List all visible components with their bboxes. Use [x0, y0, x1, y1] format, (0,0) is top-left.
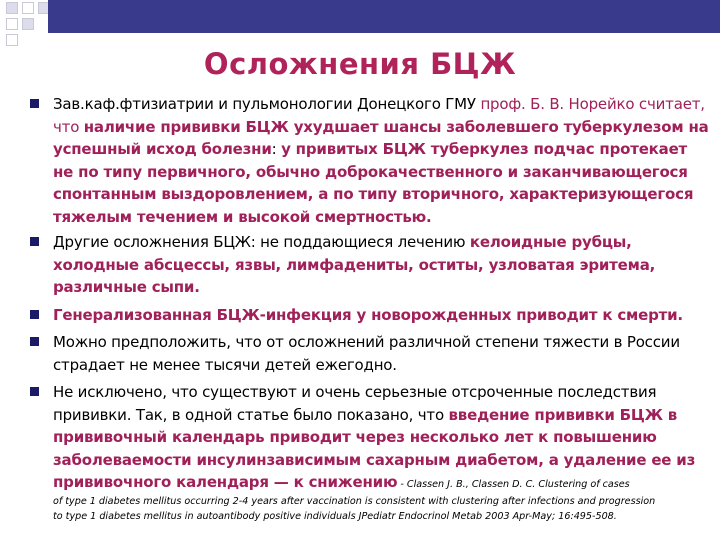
highlight-text: наличие прививки БЦЖ ухудшает шансы заболевшего туберкулезом на успешный исход болезни [53, 117, 709, 158]
decor-square [6, 18, 18, 30]
square-bullet-icon [30, 237, 39, 246]
author-name: проф. Б. В. Норейко считает, что [53, 95, 705, 136]
text-run: Зав.каф.фтизиатрии и пульмонологии Донецкого ГМУ [53, 95, 481, 113]
text-run: : [271, 140, 282, 158]
highlight-text: келоидные рубцы, холодные абсцессы, язвы, лимфадениты, оститы, узловатая эритема, различные сыпи. [53, 233, 656, 296]
decor-square [22, 18, 34, 30]
slide-title: Осложнения БЦЖ [203, 47, 517, 81]
text-run: Другие осложнения БЦЖ: не поддающиеся лечению [53, 233, 470, 251]
bullet-item-noreyko [28, 93, 710, 228]
bullet-item-other-complications [28, 231, 710, 299]
citation: to type 1 diabetes mellitus in autoantibody positive individuals JPediatr Endocrinol Metab 2003 Apr-May; 16:495-508. [53, 510, 617, 522]
highlight-text: введение прививки БЦЖ в прививочный календарь приводит через несколько лет к повышению заболеваемости инсулинзависимым сахарным диабетом, а удаление ее из прививочного календаря — к снижению [53, 405, 696, 491]
decor-square [6, 2, 18, 14]
bullet-list [28, 93, 710, 524]
decor-square [22, 2, 34, 14]
square-bullet-icon [30, 99, 39, 108]
citation: of type 1 diabetes mellitus occurring 2-4 years after vaccination is consistent with clustering after infections and progression [53, 495, 656, 507]
square-bullet-icon [30, 387, 39, 396]
text-run: Не исключено, что существуют и очень серьезные отсроченные последствия прививки. Так, в одной статье было показано, что [53, 383, 657, 424]
highlight-text: Генерализованная БЦЖ-инфекция у новорожденных приводит к смерти. [53, 305, 683, 324]
text-run: Можно предположить, что от осложнений различной степени тяжести в России страдает не менее тысячи детей ежегодно. [53, 333, 680, 374]
bullet-item-generalized-infection [28, 304, 710, 327]
citation: - Classen J. B., Classen D. C. Clustering of cases [397, 479, 630, 490]
highlight-text: у привитых БЦЖ туберкулез подчас протекает не по типу первичного, обычно доброкачественного и заканчивающегося спонтанным выздоровлением, а по типу вторичного, характеризующегося тяжелым течением и высокой смертностью. [53, 140, 694, 226]
decor-square [6, 34, 18, 46]
square-bullet-icon [30, 337, 39, 346]
square-bullet-icon [30, 310, 39, 319]
bullet-item-estimate [28, 331, 710, 376]
top-banner [48, 0, 720, 33]
bullet-item-delayed-effects [28, 381, 710, 524]
